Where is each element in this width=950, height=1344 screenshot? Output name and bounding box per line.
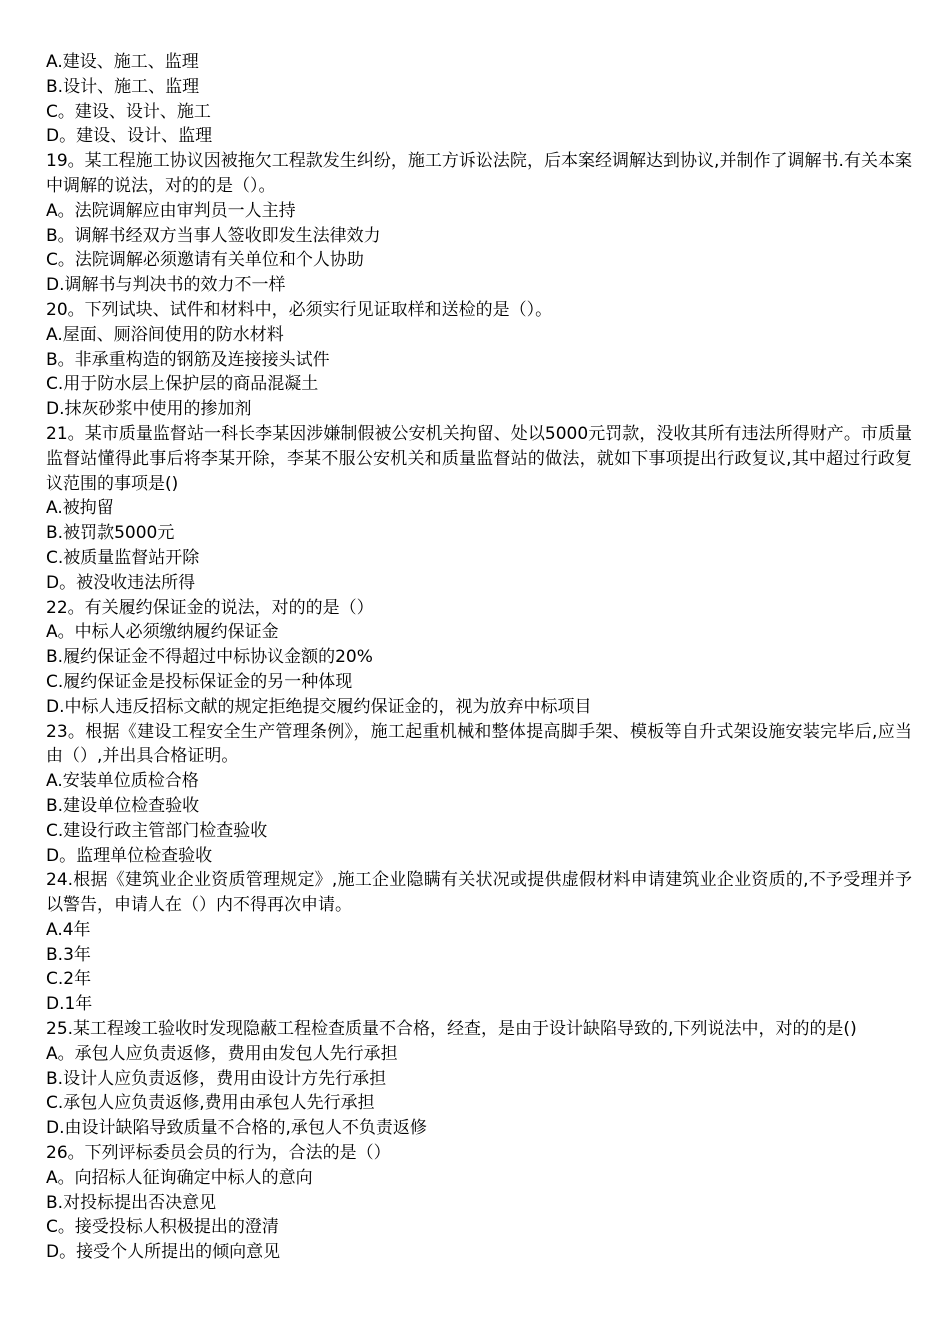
option-a: A。向招标人征询确定中标人的意向 <box>46 1167 313 1188</box>
option-b: B.设计人应负责返修，费用由设计方先行承担 <box>46 1068 387 1089</box>
question-24 <box>46 868 912 1017</box>
option-c: C.用于防水层上保护层的商品混凝土 <box>46 374 319 395</box>
option-b: B。非承重构造的钢筋及连接接头试件 <box>46 349 330 370</box>
option-d: D.由设计缺陷导致质量不合格的,承包人不负责返修 <box>46 1118 427 1139</box>
option-b: B.建设单位检查验收 <box>46 795 200 816</box>
option-a: A。法院调解应由审判员一人主持 <box>46 200 296 221</box>
option-a: A.4年 <box>46 919 91 940</box>
option-b: B.设计、施工、监理 <box>46 76 200 97</box>
option-c: C。接受投标人积极提出的澄清 <box>46 1217 279 1238</box>
question-stem: 22。有关履约保证金的说法，对的的是（） <box>46 597 374 618</box>
option-a: A。承包人应负责返修，费用由发包人先行承担 <box>46 1043 398 1064</box>
option-d: D.抹灰砂浆中使用的掺加剂 <box>46 399 252 420</box>
option-a: A.屋面、厕浴间使用的防水材料 <box>46 324 284 345</box>
option-b: B。调解书经双方当事人签收即发生法律效力 <box>46 225 381 246</box>
exam-page <box>46 50 912 1265</box>
option-c: C.履约保证金是投标保证金的另一种体现 <box>46 671 353 692</box>
question-25 <box>46 1017 912 1141</box>
option-c: C.承包人应负责返修,费用由承包人先行承担 <box>46 1093 375 1114</box>
pre-options <box>46 50 912 149</box>
option-c: C.建设行政主管部门检查验收 <box>46 820 268 841</box>
question-stem: 20。下列试块、试件和材料中，必须实行见证取样和送检的是（）。 <box>46 299 553 320</box>
option-b: B.被罚款5000元 <box>46 523 175 544</box>
option-d: D。被没收违法所得 <box>46 572 196 593</box>
option-b: B.履约保证金不得超过中标协议金额的20% <box>46 647 373 668</box>
option-c: C。建设、设计、施工 <box>46 101 211 122</box>
question-21 <box>46 422 912 596</box>
question-stem: 24.根据《建筑业企业资质管理规定》,施工企业隐瞒有关状况或提供虚假材料申请建筑业企业资质的,不予受理并予以警告，申请人在（）内不得再次申请。 <box>46 870 912 916</box>
option-d: D。建设、设计、监理 <box>46 126 213 147</box>
option-a: A.建设、施工、监理 <box>46 52 199 72</box>
option-a: A。中标人必须缴纳履约保证金 <box>46 622 279 643</box>
option-a: A.安装单位质检合格 <box>46 771 199 792</box>
question-stem: 19。某工程施工协议因被拖欠工程款发生纠纷，施工方诉讼法院，后本案经调解达到协议,并制作了调解书.有关本案中调解的说法，对的的是（）。 <box>46 151 912 196</box>
option-b: B.3年 <box>46 944 91 965</box>
question-19 <box>46 149 912 298</box>
option-b: B.对投标提出否决意见 <box>46 1192 217 1213</box>
question-26 <box>46 1141 912 1265</box>
option-d: D.1年 <box>46 994 93 1015</box>
question-stem: 23。根据《建设工程安全生产管理条例》，施工起重机械和整体提高脚手架、模板等自升式架设施安装完毕后,应当由（）,并出具合格证明。 <box>46 721 912 767</box>
option-d: D.调解书与判决书的效力不一样 <box>46 275 286 296</box>
question-22 <box>46 596 912 720</box>
option-d: D.中标人违反招标文献的规定拒绝提交履约保证金的，视为放弃中标项目 <box>46 696 592 717</box>
option-a: A.被拘留 <box>46 498 114 519</box>
question-20 <box>46 298 912 422</box>
option-c: C。法院调解必须邀请有关单位和个人协助 <box>46 250 364 271</box>
option-c: C.2年 <box>46 969 92 990</box>
question-stem: 25.某工程竣工验收时发现隐蔽工程检查质量不合格，经查，是由于设计缺陷导致的,下列说法中，对的的是() <box>46 1019 857 1040</box>
option-d: D。监理单位检查验收 <box>46 845 213 866</box>
option-c: C.被质量监督站开除 <box>46 547 200 568</box>
question-23 <box>46 720 912 869</box>
option-d: D。接受个人所提出的倾向意见 <box>46 1242 281 1263</box>
question-stem: 21。某市质量监督站一科长李某因涉嫌制假被公安机关拘留、处以5000元罚款，没收其所有违法所得财产。市质量监督站懂得此事后将李某开除，李某不服公安机关和质量监督站的做法，就如下事项提出行政复议,其中超过行政复议范围的事项是() <box>46 423 912 494</box>
question-stem: 26。下列评标委员会员的行为，合法的是（） <box>46 1143 391 1164</box>
